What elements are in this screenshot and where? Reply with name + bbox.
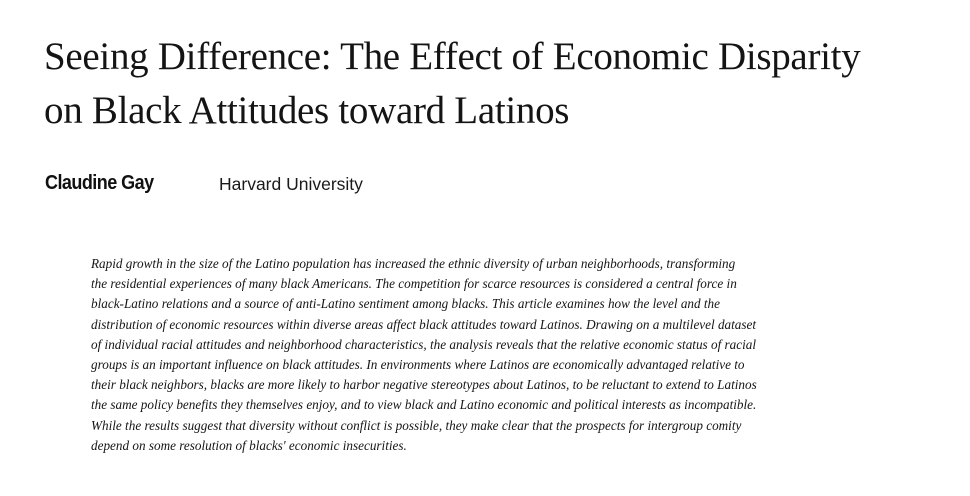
abstract-line: the same policy benefits they themselves enjoy, and to view black and Latino economic and political interests as incompatible. <box>91 397 757 413</box>
author-name: Claudine Gay <box>45 172 154 194</box>
abstract-line: Rapid growth in the size of the Latino population has increased the ethnic diversity of urban neighborhoods, transforming <box>91 256 736 271</box>
abstract-line: black-Latino relations and a source of anti-Latino sentiment among blacks. This article examines how the level and the <box>91 296 721 312</box>
abstract-line: the residential experiences of many black Americans. The competition for scarce resources is considered a central force in <box>91 276 737 292</box>
article-title-line: Seeing Difference: The Effect of Economic Disparity <box>44 35 861 78</box>
abstract-line: While the results suggest that diversity without conflict is possible, they make clear that the prospects for intergroup comity <box>91 417 742 433</box>
article-title <box>44 30 944 138</box>
abstract-line: distribution of economic resources within diverse areas affect black attitudes toward Latinos. Drawing on a multilevel dataset <box>91 316 757 332</box>
abstract-line: groups is an important influence on black attitudes. In environments where Latinos are economically advantaged relative to <box>91 357 745 373</box>
author-affiliation: Harvard University <box>219 174 363 194</box>
abstract <box>91 254 913 456</box>
abstract-line: of individual racial attitudes and neighborhood characteristics, the analysis reveals that the relative economic status of racial <box>91 336 757 352</box>
article-title-line: on Black Attitudes toward Latinos <box>44 89 570 132</box>
abstract-line: depend on some resolution of blacks' economic insecurities. <box>91 437 407 453</box>
abstract-line: their black neighbors, blacks are more likely to harbor negative stereotypes about Latinos, to be reluctant to extend to Latinos <box>91 377 757 393</box>
byline <box>45 172 363 195</box>
